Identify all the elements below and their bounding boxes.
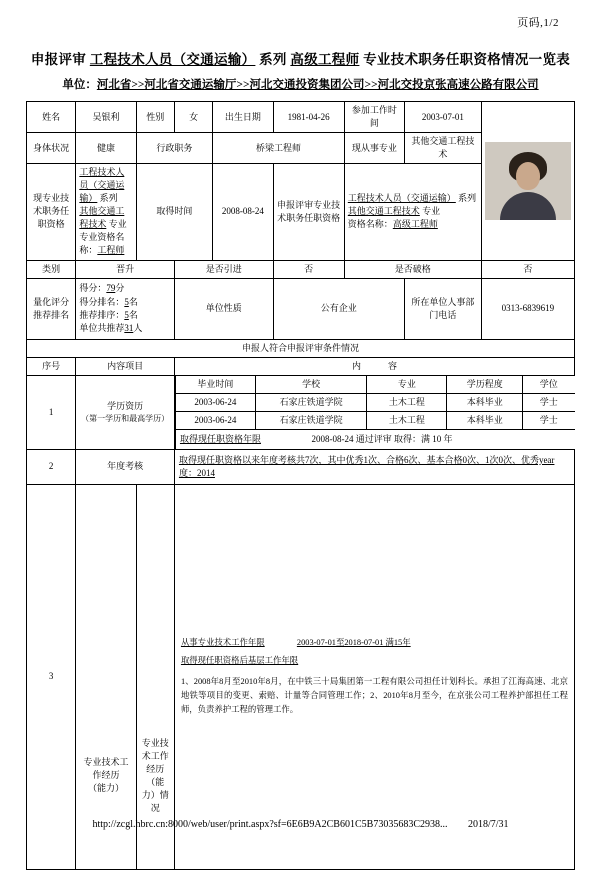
row-no-education: 1: [27, 375, 76, 449]
apply-qual-label: 申报评审专业技术职务任职资格: [273, 164, 344, 260]
table-header-row: [175, 376, 574, 394]
title-series-field: 工程技术人员（交通运输）: [89, 52, 256, 67]
admin-duty-label: 行政职务: [136, 133, 213, 164]
row-item-annual: 年度考核: [76, 449, 175, 484]
score-rank-key: 得分排名：: [79, 296, 125, 307]
table-header-row: [27, 357, 575, 375]
apply-qual-series: 工程技术人员（交通运输）: [347, 193, 456, 204]
education-label-line1: 学历资历: [107, 400, 144, 411]
gender-value: 女: [174, 102, 212, 133]
row-item-education: [76, 375, 175, 449]
unit-nature-value: 公有企业: [273, 278, 405, 339]
table-row: [175, 429, 574, 449]
edu-degree: 学士: [523, 393, 575, 411]
edu-degree: 学士: [523, 411, 575, 429]
table-row: [175, 393, 574, 411]
score-rank-unit: 名: [128, 296, 138, 307]
footer-date: 2018/7/31: [468, 819, 509, 830]
introduced-value: 否: [273, 260, 344, 278]
education-subtable: [175, 376, 575, 449]
work-start-label: 参加工作时间: [344, 102, 404, 133]
edu-grad-time: 2003-06-24: [175, 393, 255, 411]
current-qual-major: 其他交通工程技术: [79, 206, 125, 230]
experience-grassroots-label: 取得现任职资格后基层工作年限: [180, 656, 299, 666]
table-row: [27, 484, 575, 869]
apply-qual-name-label: 资格名称：: [347, 219, 393, 230]
unit-line: [26, 76, 575, 92]
current-major-label: 现从事专业: [344, 133, 404, 164]
apply-qual-major-label: 专业: [422, 206, 441, 217]
table-row: [27, 260, 575, 278]
col-header-no: 序号: [27, 357, 76, 375]
recommend-rank-value: 5: [124, 309, 129, 320]
annual-content-text: 取得现任职资格以来年度考核共7次，其中优秀1次、合格6次、基本合格0次、1次0次、优秀year度：2014: [178, 454, 555, 478]
title-prefix: 申报评审: [30, 52, 87, 67]
edu-col-degree: 学位: [523, 376, 575, 394]
experience-sublabel-text: 专业技术工作经历（能力）情况: [141, 737, 169, 814]
edu-school: 石家庄铁道学院: [255, 393, 367, 411]
edu-major: 土木工程: [367, 411, 447, 429]
score-key: 得分：: [79, 283, 107, 294]
current-qual-major-label: 专业: [108, 219, 127, 230]
unit-nature-label: 单位性质: [174, 278, 273, 339]
obtain-time-value: 2008-08-24: [213, 164, 273, 260]
score-unit: 分: [115, 283, 125, 294]
edu-qual-years-row: [175, 429, 574, 449]
apply-qual-series-label: 系列: [458, 193, 477, 204]
recommend-rank-key: 推荐排序：: [79, 309, 125, 320]
edu-col-school: 学校: [255, 376, 367, 394]
obtain-time-label: 取得时间: [136, 164, 213, 260]
experience-years-value: 2003-07-01至2018-07-01 满15年: [296, 637, 411, 647]
total-recommend-unit: 人: [133, 322, 143, 333]
title-rank-field: 高级工程师: [290, 52, 360, 67]
apply-qual-detail: [344, 164, 481, 260]
total-recommend-key: 单位共推荐: [79, 322, 125, 333]
edu-school: 石家庄铁道学院: [255, 411, 367, 429]
edu-grad-time: 2003-06-24: [175, 411, 255, 429]
col-header-content: 内 容: [174, 357, 574, 375]
photo-cell: [481, 102, 574, 261]
main-form-table: [26, 101, 575, 870]
footer-url[interactable]: http://zcgl.hbrc.cn:8000/web/user/print.aspx?sf=6E6B9A2CB601C5B73035683C2938...: [92, 819, 448, 830]
row-item-experience: [76, 484, 136, 869]
current-major-value: 其他交通工程技术: [405, 133, 482, 164]
experience-years-line: [181, 637, 568, 649]
health-label: 身体状况: [27, 133, 76, 164]
category-label: 类别: [27, 260, 76, 278]
edu-col-level: 学历程度: [447, 376, 523, 394]
score-value: 79: [106, 283, 116, 294]
experience-grassroots-line: [181, 655, 568, 667]
score-rank-detail: [76, 278, 175, 339]
admin-duty-value: 桥梁工程师: [213, 133, 345, 164]
work-start-value: 2003-07-01: [405, 102, 482, 133]
name-label: 姓名: [27, 102, 76, 133]
education-label-line2: （第一学历和最高学历）: [81, 413, 170, 423]
title-mid: 系列: [259, 52, 287, 67]
current-qual-name: 工程师: [97, 245, 125, 256]
experience-sublabel: [136, 484, 174, 869]
experience-years-label: 从事专业技术工作年限: [180, 637, 265, 647]
exception-value: 否: [481, 260, 574, 278]
table-row: [27, 102, 575, 133]
apply-qual-name: 高级工程师: [392, 219, 438, 230]
edu-level: 本科毕业: [447, 411, 523, 429]
education-content-cell: [174, 375, 574, 449]
title-suffix: 专业技术职务任职资格情况一览表: [363, 52, 571, 67]
current-qual-label: 现专业技术职务任职资格: [27, 164, 76, 260]
gender-label: 性别: [136, 102, 174, 133]
avatar: [485, 142, 571, 220]
edu-level: 本科毕业: [447, 393, 523, 411]
experience-content-cell: [174, 484, 574, 869]
table-row: [27, 449, 575, 484]
unit-label: 单位：: [62, 79, 97, 91]
unit-value: 河北省>>河北省交通运输厅>>河北交通投资集团公司>>河北交投京张高速公路有限公司: [96, 79, 539, 91]
edu-qual-years-value: 2008-08-24 通过评审 取得：满 10 年: [311, 433, 453, 444]
health-value: 健康: [76, 133, 136, 164]
table-row: [175, 411, 574, 429]
edu-major: 土木工程: [367, 393, 447, 411]
hr-phone-label: 所在单位人事部门电话: [405, 278, 482, 339]
col-header-item: 内容项目: [76, 357, 175, 375]
current-qual-series-label: 系列: [99, 193, 118, 204]
table-row: [27, 375, 575, 449]
annual-content: [174, 449, 574, 484]
experience-label-line2: （能力）: [87, 783, 124, 794]
score-rank-label: [27, 278, 76, 339]
score-rank-label-text: 量化评分推荐排名: [33, 296, 70, 320]
page-title: [26, 48, 575, 68]
row-no-annual: 2: [27, 449, 76, 484]
edu-qual-years-label: 取得现任职资格年限: [179, 433, 261, 444]
exception-label: 是否破格: [344, 260, 481, 278]
recommend-rank-unit: 名: [128, 309, 138, 320]
apply-qual-major: 其他交通工程技术: [347, 206, 420, 217]
edu-col-grad-time: 毕业时间: [175, 376, 255, 394]
category-value: 晋升: [76, 260, 175, 278]
current-qual-series: 工程技术人员（交通运输）: [79, 167, 125, 204]
birth-value: 1981-04-26: [273, 102, 344, 133]
current-qual-name-label: 专业资格名称：: [79, 232, 125, 256]
total-recommend-value: 31: [124, 322, 134, 333]
table-row: [27, 339, 575, 357]
score-rank-value: 5: [124, 296, 129, 307]
name-value: 吴银利: [76, 102, 136, 133]
conditions-section-header: 申报人符合申报评审条件情况: [27, 339, 575, 357]
page-footer: [0, 819, 601, 830]
table-row: [27, 278, 575, 339]
experience-label-line1: 专业技术工作经历: [83, 757, 129, 781]
hr-phone-value: 0313-6839619: [481, 278, 574, 339]
birth-label: 出生日期: [213, 102, 273, 133]
experience-body: 1、2008年8月至2010年8月，在中铁三十局集团第一工程有限公司担任计划科长。承担了江海高速、北京地铁等项目的变更、索赔、计量等合同管理工作；2、2010年8月至今，在京张公司工程养护部担任工程师，负责养护工程的管理工作。: [180, 677, 568, 715]
introduced-label: 是否引进: [174, 260, 273, 278]
current-qual-detail: [76, 164, 136, 260]
edu-col-major: 专业: [367, 376, 447, 394]
row-no-experience: 3: [27, 484, 76, 869]
page-number: 页码,1/2: [517, 17, 559, 29]
